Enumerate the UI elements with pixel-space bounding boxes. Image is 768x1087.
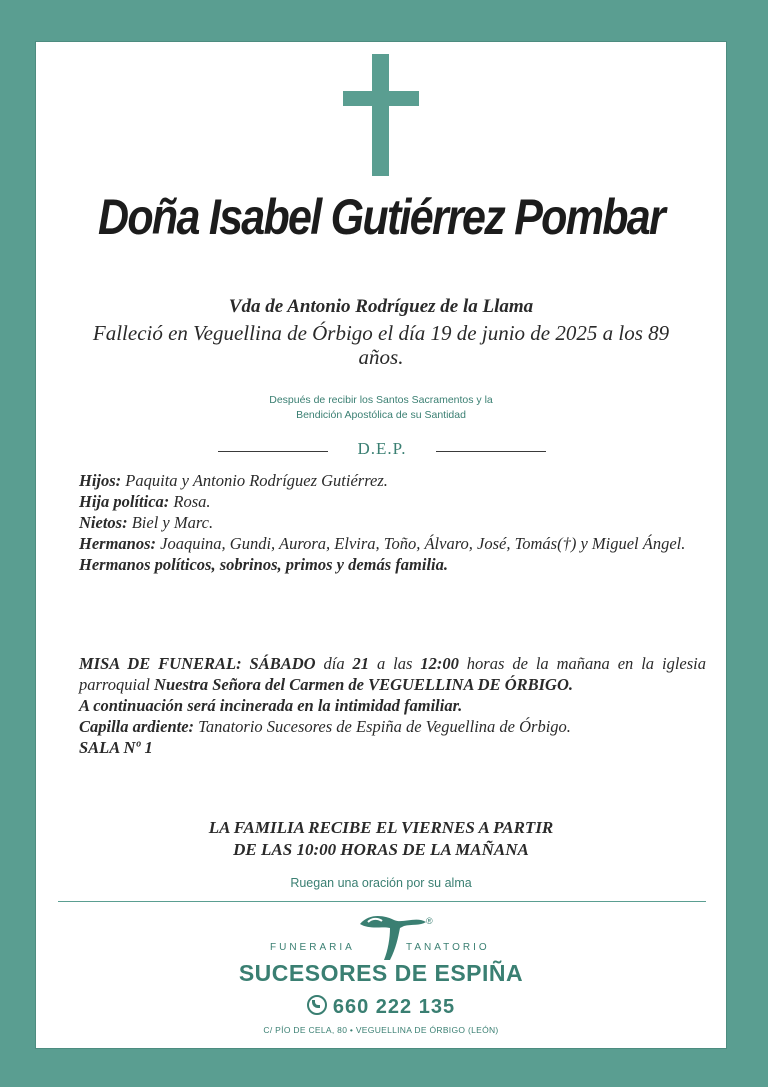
sacraments-note [36, 393, 726, 423]
nietos-names: Biel y Marc. [127, 513, 214, 532]
funeral-home-name: SUCESORES DE ESPIÑA [238, 960, 524, 986]
dep-divider [218, 439, 546, 463]
dep-text: D.E.P. [357, 439, 407, 458]
service-details [79, 653, 706, 758]
tanatorio-label: TANATORIO [406, 942, 490, 953]
others-text: Hermanos políticos, sobrinos, primos y demás familia. [79, 555, 448, 574]
family-others [79, 554, 709, 575]
funeral-home-logo-icon [356, 910, 430, 962]
sacraments-line-2: Bendición Apostólica de su Santidad [296, 409, 466, 421]
funeral-mass [79, 653, 706, 695]
obituary-sheet [36, 42, 726, 1048]
divider-line-right [436, 451, 546, 452]
sacraments-line-1: Después de recibir los Santos Sacramentos y la [269, 394, 493, 406]
hermanos-label: Hermanos: [79, 534, 157, 553]
misa-text-3: horas de la mañana en la iglesia parroquial [79, 654, 706, 694]
prayer-request: Ruegan una oración por su alma [290, 876, 472, 890]
chapel-text: Tanatorio Sucesores de Espiña de Veguellina de Órbigo. [194, 717, 571, 736]
hermanos-names: Joaquina, Gundi, Aurora, Elvira, Toño, Álvaro, José, Tomás(†) y Miguel Ángel. [156, 534, 686, 553]
deceased-name: Doña Isabel Gutiérrez Pombar [98, 189, 664, 245]
death-notice: Falleció en Veguellina de Órbigo el día 19 de junio de 2025 a los 89 años. [92, 321, 670, 369]
family-nietos [79, 512, 709, 533]
phone-number [36, 995, 726, 1019]
reception-line-2: DE LAS 10:00 HORAS DE LA MAÑANA [233, 840, 529, 859]
hijos-names: Paquita y Antonio Rodríguez Gutiérrez. [121, 471, 388, 490]
cremation-text: A continuación será incinerada en la intimidad familiar. [79, 696, 463, 715]
chapel-label: Capilla ardiente: [79, 717, 195, 736]
funeral-home-address: C/ PÍO DE CELA, 80 • VEGUELLINA DE ÓRBIGO (LEÓN) [263, 1025, 499, 1035]
misa-text-2: a las [369, 654, 421, 673]
cremation-note [79, 695, 706, 716]
family-list [79, 470, 709, 575]
registered-mark: ® [426, 916, 433, 926]
family-hermanos [79, 533, 709, 554]
phone-icon [307, 995, 327, 1015]
nietos-label: Nietos: [79, 513, 128, 532]
misa-label: MISA DE FUNERAL: SÁBADO [79, 654, 316, 673]
chapel [79, 716, 706, 737]
church-name: Nuestra Señora del Carmen de VEGUELLINA DE ÓRBIGO. [154, 675, 574, 694]
funeraria-label: FUNERARIA [270, 942, 355, 953]
misa-text-1: día [315, 654, 353, 673]
footer-rule [58, 901, 706, 902]
misa-time: 12:00 [420, 654, 459, 673]
widow-of: Vda de Antonio Rodríguez de la Llama [228, 296, 534, 317]
family-reception [36, 817, 726, 861]
hija-politica-names: Rosa. [169, 492, 211, 511]
hija-politica-label: Hija política: [79, 492, 170, 511]
room [79, 737, 706, 758]
cross-icon [343, 54, 419, 176]
hijos-label: Hijos: [79, 471, 122, 490]
divider-line-left [218, 451, 328, 452]
reception-line-1: LA FAMILIA RECIBE EL VIERNES A PARTIR [208, 818, 554, 837]
family-hija-politica [79, 491, 709, 512]
room-text: SALA Nº 1 [79, 738, 153, 757]
family-hijos [79, 470, 709, 491]
misa-day: 21 [352, 654, 370, 673]
phone-text: 660 222 135 [332, 996, 456, 1018]
